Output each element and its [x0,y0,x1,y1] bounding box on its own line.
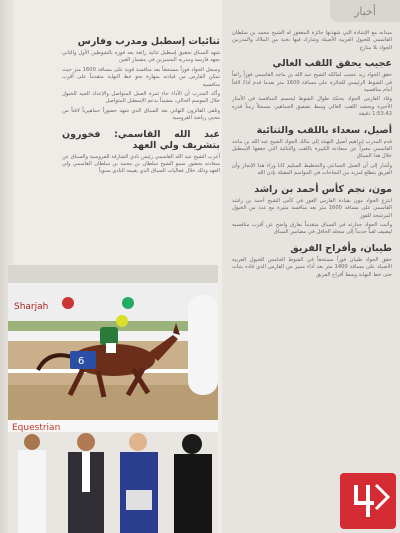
race-photo [8,265,218,420]
brand-logo-icon [340,473,396,529]
presentation-photo [8,420,218,533]
left-section-1-heading: ثنائيات إسطبل ومدرب وفارس [77,36,220,47]
sponsor-banner-text: Equestrian [12,423,61,433]
presentation-photo-illustration [8,420,218,533]
race-photo-illustration [8,265,218,420]
right-section-4-paragraph: وأثبت الجواد جدارته في السباق متقدماً بفارق واضح عن أقرب منافسيه ليضيف لقباً جديداً إلى سجله الحافل في مضامير السباق [232,221,392,236]
right-section-5-paragraph: حقق الجواد طيبان فوزاً مستحقاً في الشوط الخامس للخيول العربية الأصيلة على مسافة 1400 متر بعد أداء مميز من الفارس الذي قاده بثبات حتى خط النهاية وسط أفراح الفريق [232,256,392,278]
race-banner-text: Sharjah [14,302,49,312]
left-section-1 [62,36,220,123]
left-section-2-heading: عبد الله القاسمي: فخورون بتشريف ولي العهد [62,128,220,151]
right-section-4-heading: مون، نجم كأس أحمد بن راشد [254,183,392,195]
right-section-3 [232,125,392,178]
left-section-1-paragraph: وتلقى الفائزون التهاني بعد السباق الذي شهد حضوراً جماهيرياً لافتاً من محبي رياضة الفروسية [62,107,220,122]
saddle-cloth-number: 6 [78,356,85,367]
right-section-4-paragraph: انتزع الجواد مون بقيادة الفارس الفوز في كأس الشيخ أحمد بن راشد القاسمي على مسافة 1600 متر بعد منافسة مثيرة مع عدد من الخيول المرشحة للفوز [232,197,392,219]
left-section-1-paragraph: وأكد المدرب أن الأداء جاء ثمرة العمل المتواصل والإعداد الجيد للخيول خلال الموسم الحالي، مشيداً بدعم الإسطبل المتواصل [62,91,220,105]
right-section-2 [232,58,392,118]
left-section-2-paragraph: أعرب الشيخ عبد الله القاسمي رئيس نادي الشارقة للفروسية والسباق عن سعادته بحضور سمو الشيخ سلطان بن محمد بن سلطان القاسمي ولي العهد وذلك خلال فعاليات السباق الذي يقيمه النادي سنوياً [61,153,220,175]
right-intro-paragraph: ميدانه مع الإشادة التي شهدتها جائزة المغفور له الشيخ محمد بن سلطان القاسمي للخيول العربية الأصيلة وشارك فيها نخبة من الملاك والمدربين الجواد بلا منازع [232,30,392,51]
brand-logo [340,473,396,529]
right-section-2-heading: عجيب يحقق اللقب الغالي [272,58,392,70]
section-header-tab: أخبار [330,0,400,22]
right-section-3-paragraph: قدم المدرب إبراهيم أصيل التهنئة إلى مالك الجواد الشيخ عبد الله بن ماجد القاسمي معبراً عن سعادته الكبيرة باللقب والثنائية التي حققها الإسطبل خلال هذا السباق [232,138,392,160]
right-section-4 [232,184,392,237]
left-article-column [62,30,220,178]
right-section-intro [232,30,392,52]
left-section-2 [62,129,220,176]
left-section-1-paragraph: شهد السباق تحقيق إسطبل ثنائية رائعة بعد فوزه بالشوطين الأول والثاني بجهد فارسه ومدربه المتميزين في مضمار العين [62,50,220,64]
right-article-column [232,30,392,281]
right-section-5 [232,243,392,279]
right-section-2-paragraph: حقق الجواد زيد عجيب لمالكه الشيخ عبد الله بن ماجد القاسمي فوزاً رائعاً في الشوط الرئيسي للجائزة على مسافة 1600 متر بعدما قدم أداءً لافتاً أمام منافسيه [232,72,392,94]
right-section-5-heading: طيبان، وأفراح الفريق [290,242,392,254]
right-section-2-paragraph: وقاد الفارس الجواد بحنكة طوال الشوط ليحسم المنافسة في الأمتار الأخيرة ويحصد اللقب الغالي وسط تصفيق الجماهير، مسجلاً زمناً قدره 1:53.42 دقيقة [232,96,392,118]
right-section-3-paragraph: وأشار إلى أن العمل الجماعي والتخطيط السليم كانا وراء هذا الإنجاز وأن الفريق يتطلع لمزيد من النجاحات في المواسم المقبلة بإذن الله [232,162,392,177]
left-section-1-paragraph: وسجل الجواد فوزاً مستحقاً بعد منافسة قوية على مسافة 1600 متر حيث تمكن الفارس من قيادته بمهارة نحو خط النهاية متقدماً على أقرب منافسيه [62,66,221,88]
right-section-3-heading: أصيل، سعداء باللقب والثنائية [256,124,392,136]
